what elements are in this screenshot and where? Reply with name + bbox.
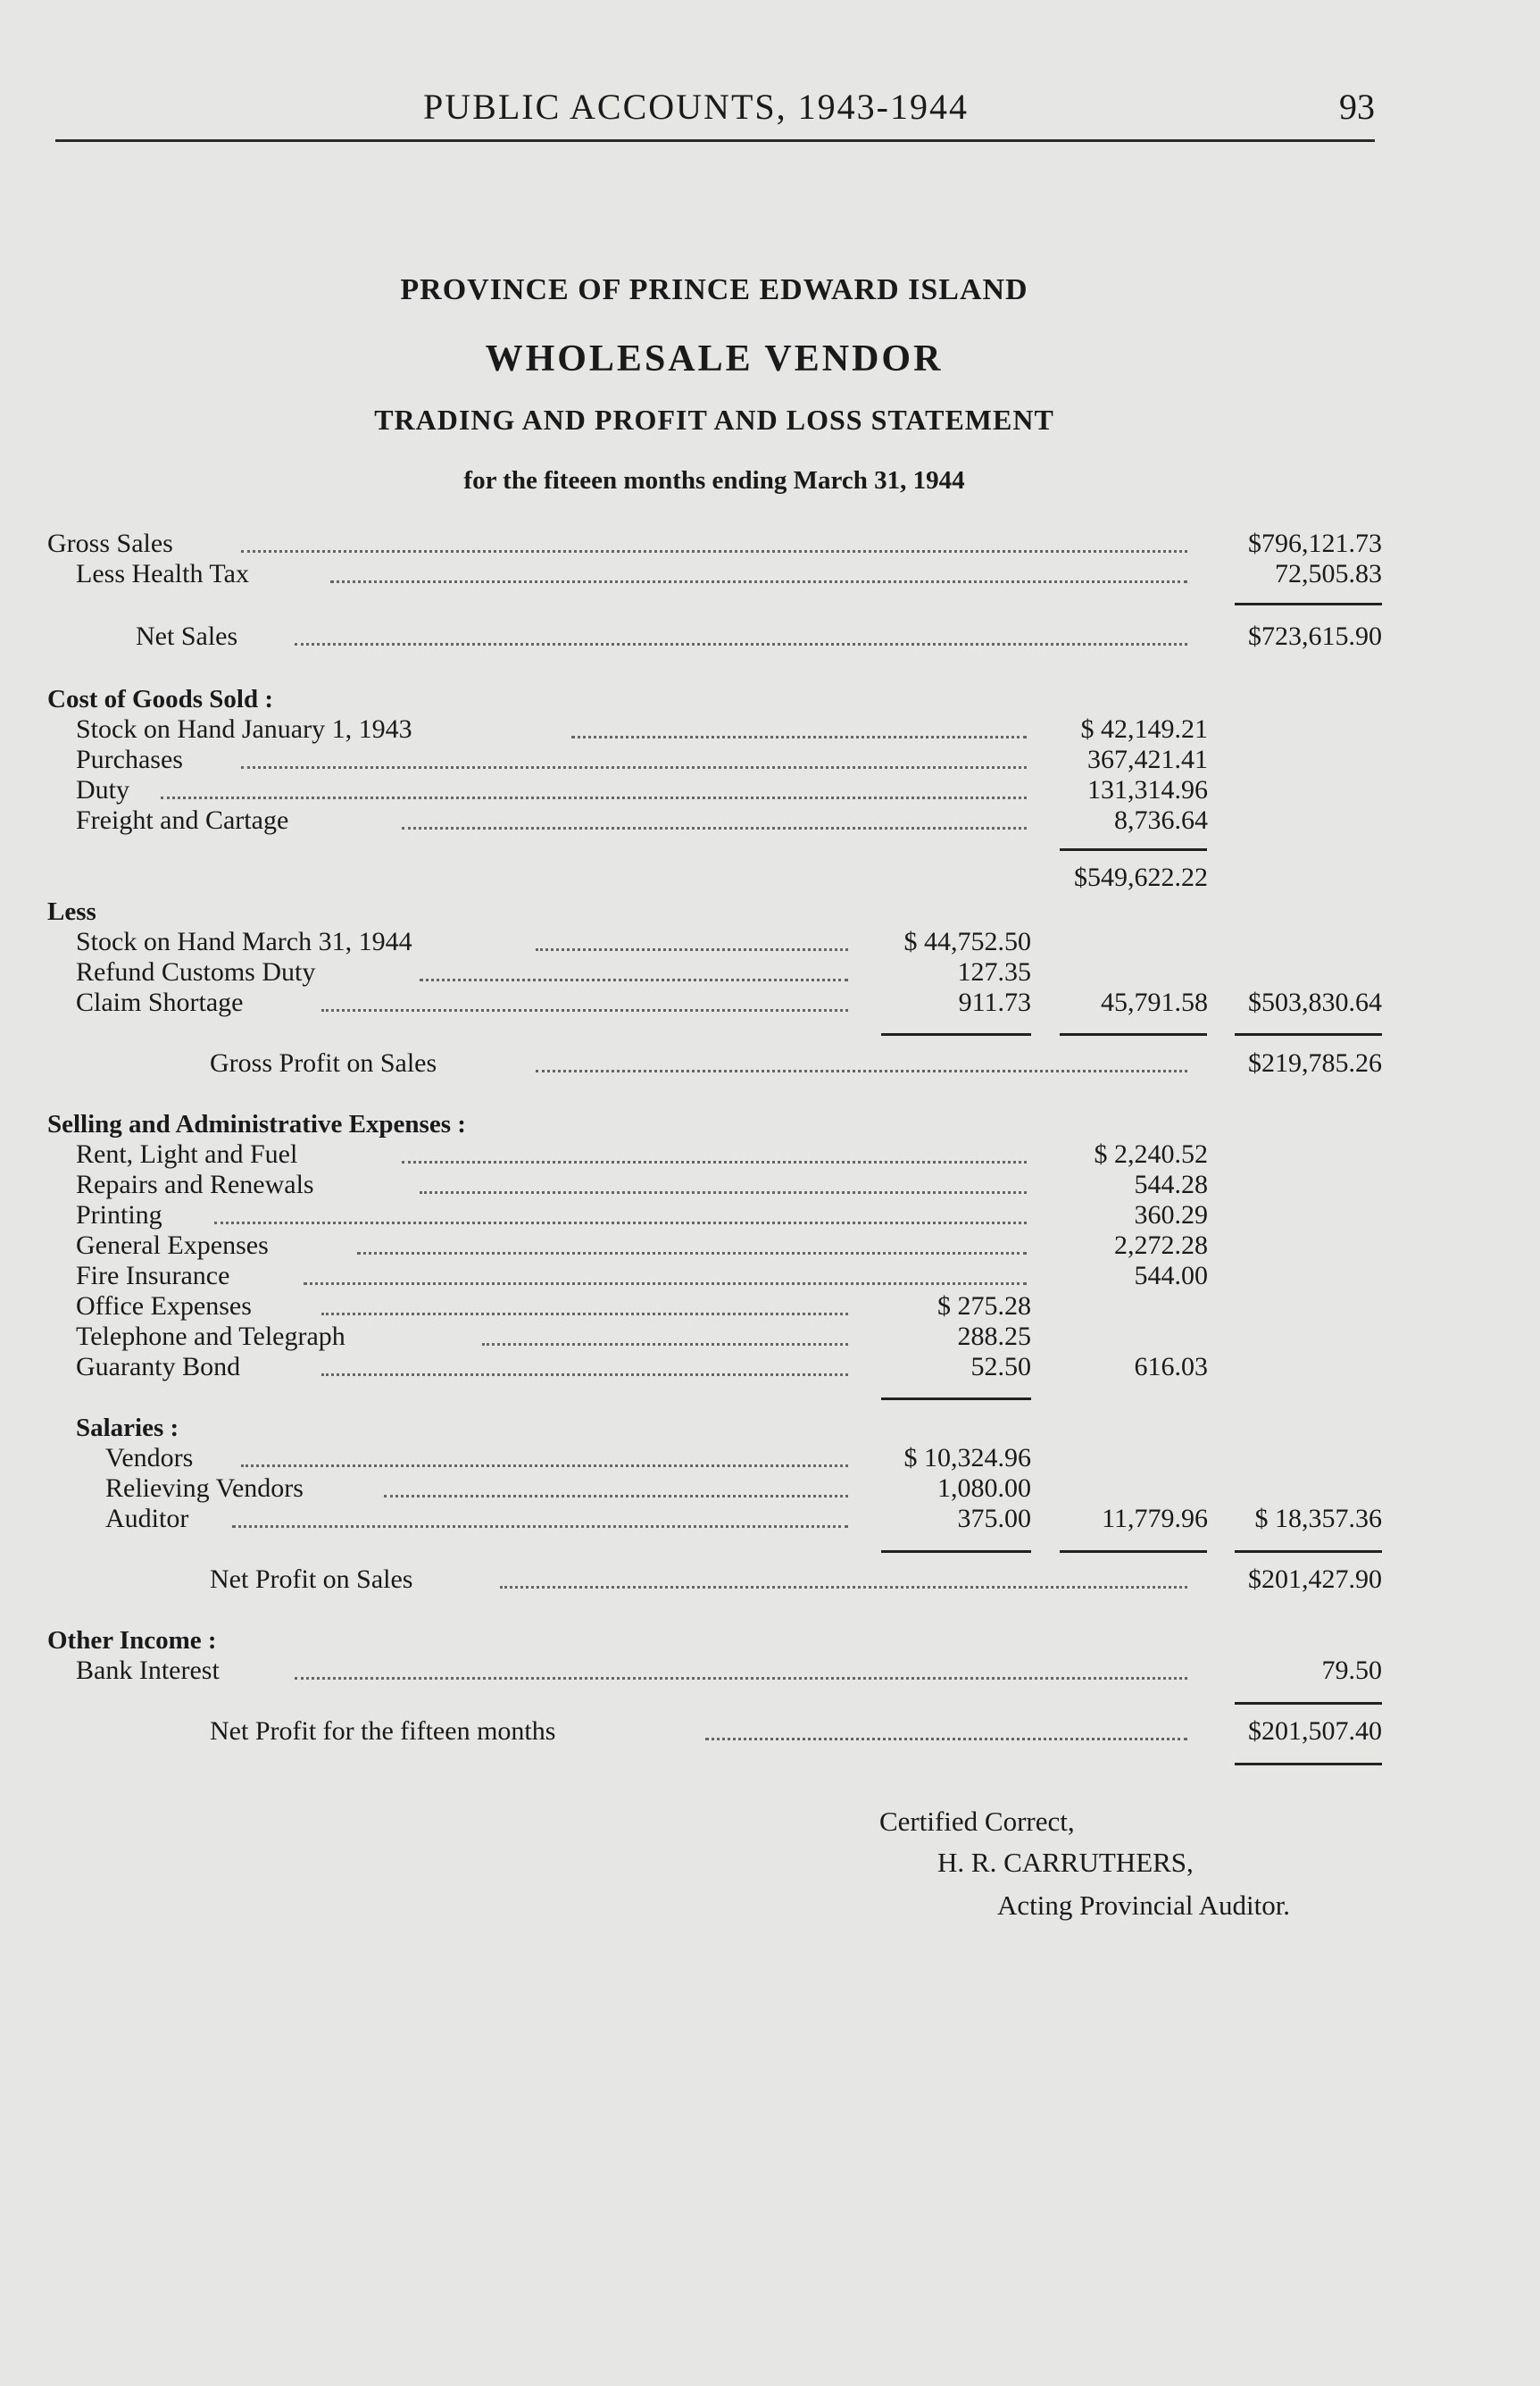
leader-dots (241, 766, 1027, 769)
net-profit-sales-label: Net Profit on Sales (210, 1564, 421, 1595)
office-item-label: Guaranty Bond (76, 1352, 249, 1382)
health-tax-label: Less Health Tax (76, 559, 258, 589)
list-item (0, 714, 1540, 745)
salaries-heading: Salaries : (76, 1413, 187, 1443)
list-item (0, 1291, 1540, 1322)
leader-dots (402, 1161, 1027, 1164)
gross-profit-row (0, 1048, 1540, 1079)
salary-item-label: Auditor (105, 1504, 197, 1534)
selling-item-amount: $ 2,240.52 (1094, 1139, 1208, 1169)
cost-subtotal-row (0, 863, 1540, 893)
selling-heading: Selling and Administrative Expenses : (47, 1109, 475, 1139)
total-rule (881, 1550, 1031, 1553)
list-item (0, 988, 1540, 1018)
cost-subtotal: $549,622.22 (1074, 863, 1208, 892)
salary-item-amount: 375.00 (957, 1504, 1031, 1533)
selling-item-amount: 544.28 (1134, 1170, 1208, 1199)
cost-heading: Cost of Goods Sold : (47, 684, 282, 714)
list-item (0, 745, 1540, 775)
list-item (0, 1170, 1540, 1200)
leader-dots (295, 643, 1187, 646)
cost-item-label: Stock on Hand January 1, 1943 (76, 714, 421, 745)
net-profit-sales-amount: $201,427.90 (1248, 1564, 1382, 1594)
bank-interest-amount: 79.50 (1321, 1656, 1382, 1685)
gross-sales-amount: $796,121.73 (1248, 529, 1382, 558)
less-item-amount: 911.73 (958, 988, 1031, 1017)
salaries-total: 11,779.96 (1102, 1504, 1208, 1533)
salary-item-label: Vendors (105, 1443, 202, 1473)
net-profit-period-amount: $201,507.40 (1248, 1716, 1382, 1746)
selling-heading-row (0, 1109, 1540, 1139)
leader-dots (536, 1070, 1187, 1072)
list-item (0, 775, 1540, 805)
leader-dots (420, 1191, 1027, 1194)
leader-dots (482, 1343, 848, 1346)
list-item (0, 1200, 1540, 1231)
leader-dots (321, 1313, 848, 1315)
expenses-total: $ 18,357.36 (1254, 1504, 1382, 1533)
leader-dots (321, 1373, 848, 1376)
leader-dots (304, 1282, 1027, 1285)
net-sales-label: Net Sales (136, 622, 246, 652)
total-rule (1235, 1033, 1382, 1036)
auditor-name: H. R. CARRUTHERS, (937, 1847, 1194, 1878)
selling-item-label: Fire Insurance (76, 1261, 238, 1291)
cost-item-label: Duty (76, 775, 138, 805)
list-item (0, 1443, 1540, 1473)
health-tax-amount: 72,505.83 (1275, 559, 1382, 588)
selling-item-label: Repairs and Renewals (76, 1170, 323, 1200)
office-item-amount: $ 275.28 (937, 1291, 1031, 1321)
subtotal-rule (1235, 603, 1382, 605)
net-sales-amount: $723,615.90 (1248, 622, 1382, 651)
less-item-label: Refund Customs Duty (76, 957, 324, 988)
leader-dots (241, 1464, 848, 1467)
subtotal-rule (881, 1397, 1031, 1400)
province-heading: PROVINCE OF PRINCE EDWARD ISLAND (400, 273, 1028, 306)
other-income-heading: Other Income : (47, 1625, 226, 1656)
less-item-label: Claim Shortage (76, 988, 252, 1018)
total-rule (1235, 1550, 1382, 1553)
selling-item-amount: 544.00 (1134, 1261, 1208, 1290)
office-item-label: Telephone and Telegraph (76, 1322, 354, 1352)
gross-sales-row (0, 529, 1540, 559)
list-item (0, 1322, 1540, 1352)
selling-item-label: Printing (76, 1200, 171, 1231)
leader-dots (420, 979, 848, 981)
cost-total: $503,830.64 (1248, 988, 1382, 1017)
less-item-amount: $ 44,752.50 (903, 927, 1031, 956)
cost-item-amount: 367,421.41 (1087, 745, 1208, 774)
certified-line: Certified Correct, (879, 1806, 1075, 1837)
total-rule (1235, 1763, 1382, 1765)
cost-item-label: Freight and Cartage (76, 805, 297, 836)
list-item (0, 1473, 1540, 1504)
cost-item-amount: 131,314.96 (1087, 775, 1208, 805)
cost-item-label: Purchases (76, 745, 192, 775)
selling-item-amount: 2,272.28 (1114, 1231, 1208, 1260)
leader-dots (705, 1738, 1187, 1740)
leader-dots (384, 1495, 848, 1498)
list-item (0, 1504, 1540, 1534)
salaries-heading-row (0, 1413, 1540, 1443)
subtotal-rule (1060, 848, 1207, 851)
health-tax-row (0, 559, 1540, 589)
leader-dots (241, 550, 1187, 553)
list-item (0, 1352, 1540, 1382)
gross-profit-amount: $219,785.26 (1248, 1048, 1382, 1078)
page-number: 93 (1339, 87, 1375, 127)
leader-dots (232, 1525, 848, 1528)
cost-item-amount: $ 42,149.21 (1080, 714, 1208, 744)
subtotal-rule (1235, 1702, 1382, 1705)
less-item-amount: 127.35 (957, 957, 1031, 987)
statement-heading: TRADING AND PROFIT AND LOSS STATEMENT (374, 404, 1054, 436)
total-rule (1060, 1033, 1207, 1036)
office-item-label: Office Expenses (76, 1291, 261, 1322)
leader-dots (161, 797, 1027, 799)
auditor-title: Acting Provincial Auditor. (997, 1890, 1291, 1921)
list-item (0, 805, 1540, 836)
leader-dots (295, 1677, 1187, 1680)
leader-dots (536, 948, 848, 951)
list-item (0, 927, 1540, 957)
bank-interest-row (0, 1656, 1540, 1686)
leader-dots (357, 1252, 1027, 1255)
total-rule (881, 1033, 1031, 1036)
gross-profit-label: Gross Profit on Sales (210, 1048, 445, 1079)
salary-item-amount: 1,080.00 (937, 1473, 1031, 1503)
bank-interest-label: Bank Interest (76, 1656, 229, 1686)
less-heading: Less (47, 897, 105, 927)
net-sales-row (0, 622, 1540, 652)
vendor-heading: WHOLESALE VENDOR (485, 338, 944, 380)
less-item-label: Stock on Hand March 31, 1944 (76, 927, 421, 957)
office-item-amount: 288.25 (957, 1322, 1031, 1351)
salary-item-amount: $ 10,324.96 (903, 1443, 1031, 1472)
office-item-amount: 52.50 (970, 1352, 1031, 1381)
net-profit-period-label: Net Profit for the fifteen months (210, 1716, 564, 1747)
selling-item-label: General Expenses (76, 1231, 278, 1261)
less-heading-row (0, 897, 1540, 927)
salary-item-label: Relieving Vendors (105, 1473, 312, 1504)
cost-item-amount: 8,736.64 (1114, 805, 1208, 835)
other-income-heading-row (0, 1625, 1540, 1656)
list-item (0, 957, 1540, 988)
running-head (55, 86, 1375, 142)
list-item (0, 1231, 1540, 1261)
leader-dots (321, 1009, 848, 1012)
leader-dots (500, 1586, 1187, 1589)
gross-sales-label: Gross Sales (47, 529, 182, 559)
total-rule (1060, 1550, 1207, 1553)
period-heading: for the fiteeen months ending March 31, 1944 (463, 466, 965, 495)
selling-item-label: Rent, Light and Fuel (76, 1139, 306, 1170)
net-profit-sales-row (0, 1564, 1540, 1595)
leader-dots (214, 1222, 1027, 1224)
list-item (0, 1261, 1540, 1291)
cost-heading-row (0, 684, 1540, 714)
net-profit-period-row (0, 1716, 1540, 1747)
leader-dots (571, 736, 1027, 738)
list-item (0, 1139, 1540, 1170)
less-total: 45,791.58 (1101, 988, 1208, 1017)
selling-item-amount: 360.29 (1134, 1200, 1208, 1230)
office-total: 616.03 (1134, 1352, 1208, 1381)
leader-dots (330, 580, 1187, 583)
leader-dots (402, 827, 1027, 830)
running-head-title: PUBLIC ACCOUNTS, 1943-1944 (423, 87, 969, 127)
